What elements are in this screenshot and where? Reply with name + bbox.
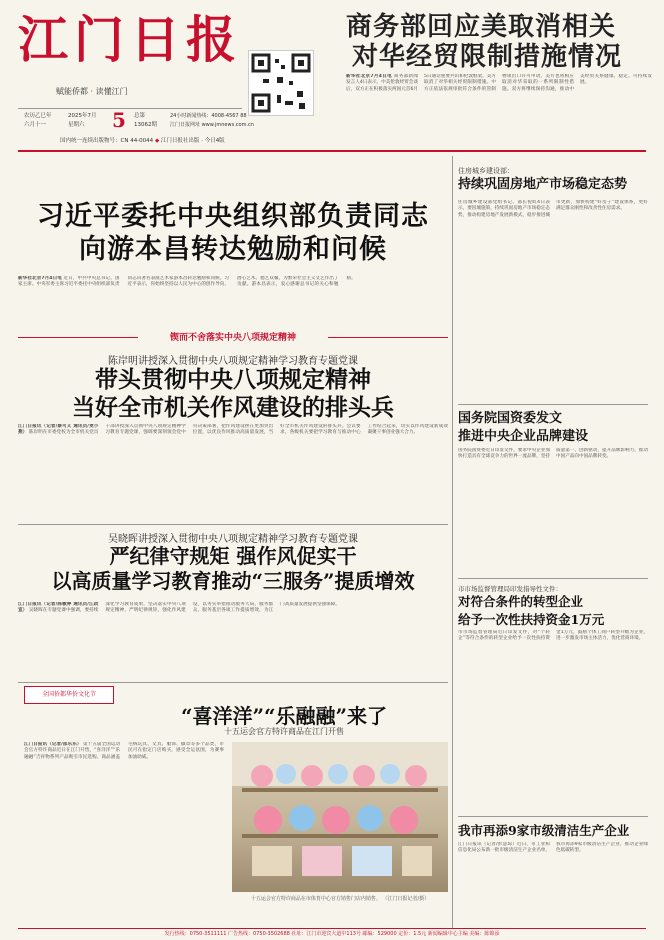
lead-headline-line2: 向游本昌转达勉励和问候 (79, 234, 387, 265)
right-story2-head (458, 410, 648, 446)
right-story3-headline-line1: 对符合条件的转型企业 (458, 594, 584, 609)
right-story4-body: 江门日报讯（记者/彭慧琼）近日，市工业和信息化局公布新一批市级清洁生产企业名单，我市再添9家市级清洁生产企业，推动企业绿色低碳转型。 (458, 842, 648, 854)
total-issue-label: 总第 (134, 113, 146, 119)
section2-banner-text: 锲而不舍落实中央八项规定精神 (169, 333, 296, 343)
section2-dateline: 江门日报讯（记者/蔡可义 通讯员/麦小燕） (18, 424, 99, 436)
feature-photo (232, 742, 448, 892)
section2-headline-line2: 当好全市机关作风建设的排头兵 (72, 394, 394, 421)
right-story4-headline: 我市再添9家市级清洁生产企业 (458, 823, 630, 838)
photo-caption-text: 十五运会官方特许商品在市体育中心官方销售门店内销售。 (250, 896, 381, 902)
section3-text: 吴晓晖在专题党课中强调，要持续深化学习教育成果，坚决落实中央八项规定精神，严明纪律规矩，强化作风建设，以务实举措推动服务大局、服务群众、服务基层各项工作提质增效，为江门高质量发展提供坚强保障。 (28, 602, 340, 614)
footer-text: 发行热线：0750-3511111 广告热线：0750-3502688 社址：江门市迎宾大道中113号 邮编：529000 定价：1.5元 新闻编辑中心主编 美编：陈锦添 (164, 931, 500, 937)
section2-body (18, 424, 448, 520)
feature-headline: “喜洋洋”“乐融融”来了 (180, 704, 387, 728)
right-story2-body: 国务院国资委近日印发文件，要求中央企业加快打造具有全球竞争力的世界一流品牌，坚持质量第一、创新驱动，提升品牌影响力，推动中国产品向中国品牌转变。 (458, 448, 648, 460)
page-count: 今日4版 (204, 138, 225, 144)
feature-top-rule (18, 682, 448, 683)
lead-body (18, 276, 448, 324)
section3-top-rule (18, 524, 448, 525)
total-issue-number: 13062期 (134, 122, 157, 128)
section2-kicker: 陈岸明讲授深入贯彻中央八项规定精神学习教育专题党课 (108, 356, 358, 367)
top-story-body (346, 74, 652, 148)
right-story2-headline-line1: 国务院国资委发文 (458, 411, 563, 426)
top-story-text: 商务部新闻发言人4日表示，中美伦敦经贸会谈后，双方正在积极落实两国元首6月5日通话重要共识和伦敦框架。美方取消了对华相关经贸限制措施。中方正依法依规审批符合条件的管制物项出口许可申请，美方也将相应取消对华采取的一系列限制性措施。双方将继续保持沟通，推动中美经贸关系健康、稳定、可持续发展。 (346, 74, 652, 92)
section3-headline (18, 544, 448, 594)
feature-dateline: 江门日报讯（记者/邵乐乐） (24, 742, 82, 747)
top-story-headline-line1: 商务部回应美取消相关 (346, 12, 617, 42)
masthead-title: 江门日报 (18, 10, 242, 69)
masthead-divider (18, 108, 242, 109)
right-story1-body: 住房城乡建设部党组书记、部长倪虹4日表示，要因城施策，持续巩固房地产市场稳定态势，推动构建房地产发展新模式，稳步推进城市更新，加快构建“好房子”建设体系，更好满足群众刚性和改善性住房需求。 (458, 200, 648, 218)
feature-text: 第十五届全国运动会官方特许商品近日在江门开售，“喜洋洋”“乐融融”吉祥物系列产品吸引市民选购。商品涵盖毛绒玩具、文具、服饰、徽章等多个品类，市民可在指定门店购买，感受全运氛围，为赛事加油助威。 (24, 742, 224, 760)
mascot-shop-illustration (232, 742, 448, 892)
pub-separator-2: · (201, 138, 205, 144)
weekday: 星期六 (68, 122, 85, 128)
section3-body (18, 602, 448, 678)
total-issue (134, 112, 157, 130)
website[interactable]: 江门日报网址 www.jmnews.com.cn (170, 122, 254, 128)
feature-subhead: 十五运会官方特许商品在江门开售 (224, 727, 344, 736)
lead-text: 近日，中共中央总书记、国家主席、中央军委主席习近平委托中央组织部负责同志向著名表演艺术家游本昌转达勉励和问候。习近平表示，你始终坚持以人民为中心的创作导向，潜心艺术、德艺双馨，为繁荣社会主义文艺作出了贡献。游本昌表示，衷心感谢总书记的关心和勉励。 (18, 276, 356, 288)
right-story3-head (458, 584, 648, 629)
slogan-left: 赋能侨都 (56, 87, 88, 96)
date-solar (68, 112, 112, 130)
section3-headline-line2: 以高质量学习教育推动“三服务”提质增效 (51, 569, 415, 593)
solar-month: 2025年7月 (68, 113, 97, 119)
section2-headline-line1: 带头贯彻中央八项规定精神 (95, 366, 371, 393)
pub-separator: ◆ (154, 138, 161, 144)
right-column-divider (452, 156, 453, 928)
cn-number: 国内统一连续出版物号：CN 44-0044 (60, 138, 154, 144)
right-story1-headline: 持续巩固房地产市场稳定态势 (458, 177, 628, 192)
feature-promo-badge: 全国侨都华侨文化节 (24, 686, 114, 704)
lead-headline-line1: 习近平委托中央组织部负责同志 (37, 201, 429, 232)
lead-headline (18, 200, 448, 266)
date-lunar (24, 112, 70, 130)
lunar-day: 六月十一 (24, 122, 47, 128)
slogan-right: 读懂江门 (95, 87, 128, 96)
section2-text: 陈岸明在市委党校为全市机关党员干部讲授深入贯彻中央八项规定精神学习教育专题党课，强调要深刻领会党中央决策部署，把作风建设摆在更加突出位置，以优良作风推动高质量发展，当好全市机关作风建设的排头兵。会议要求，各级机关要把学习教育与推动中心工作结合起来，切实以作风建设新成效凝聚干事创业强大合力。 (28, 424, 448, 436)
top-story-headline (346, 12, 652, 72)
masthead-contacts (170, 112, 254, 130)
issue-day-number: 5 (112, 108, 126, 132)
section3-headline-line1: 严纪律守规矩 强作风促实干 (109, 544, 357, 568)
section3-kicker: 吴晓晖讲授深入贯彻中央八项规定精神学习教育专题党课 (108, 534, 358, 545)
banner-rule-right (328, 337, 448, 338)
masthead-slogan (56, 86, 128, 97)
lead-dateline: 新华社北京7月4日电 (18, 276, 62, 281)
qr-code-graphic (249, 51, 313, 115)
right-divider-3 (458, 816, 648, 817)
footer-rule (18, 928, 646, 929)
lunar-year: 农历乙巳年 (24, 113, 52, 119)
section2-banner (18, 330, 448, 346)
feature-body (24, 742, 224, 922)
right-story1-head (458, 166, 648, 194)
feature-photo-caption (232, 896, 448, 903)
right-story1-kicker: 住房城乡建设部： (458, 167, 514, 175)
publisher: 江门日报社出版 (160, 138, 200, 144)
slogan-dot: · (90, 87, 96, 96)
photo-credit: （江门日报记者/摄） (382, 896, 430, 902)
right-divider-2 (458, 578, 648, 579)
right-divider-1 (458, 404, 648, 405)
masthead-publication-line (60, 136, 225, 144)
right-story3-body: 市市场监督管理局近日印发文件，对“个转企”等符合条件的转型企业给予一次性扶持资金1万元，鼓励个体工商户转型升级为企业，进一步激发市场主体活力，优化营商环境。 (458, 630, 648, 642)
masthead-title-block (18, 10, 268, 80)
right-story2-headline-line2: 推进中央企业品牌建设 (458, 429, 589, 444)
section3-dateline: 江门日报讯（记者/陈敏婷 通讯员/江政宣） (18, 602, 99, 614)
masthead-bottom-rule (18, 150, 646, 152)
hotline: 24小时新闻热线：4008-4567 88 (170, 113, 247, 119)
top-story-dateline: 新华社北京7月4日电 (346, 74, 393, 79)
right-story3-kicker: 市市场监督管理局印发指导性文件： (458, 585, 562, 593)
section2-headline (18, 366, 448, 422)
banner-rule-left (18, 337, 138, 338)
top-story-headline-line2: 对华经贸限制措施情况 (352, 42, 623, 72)
right-story3-headline-line2: 给予一次性扶持资金1万元 (458, 612, 605, 627)
qr-code (248, 50, 314, 116)
